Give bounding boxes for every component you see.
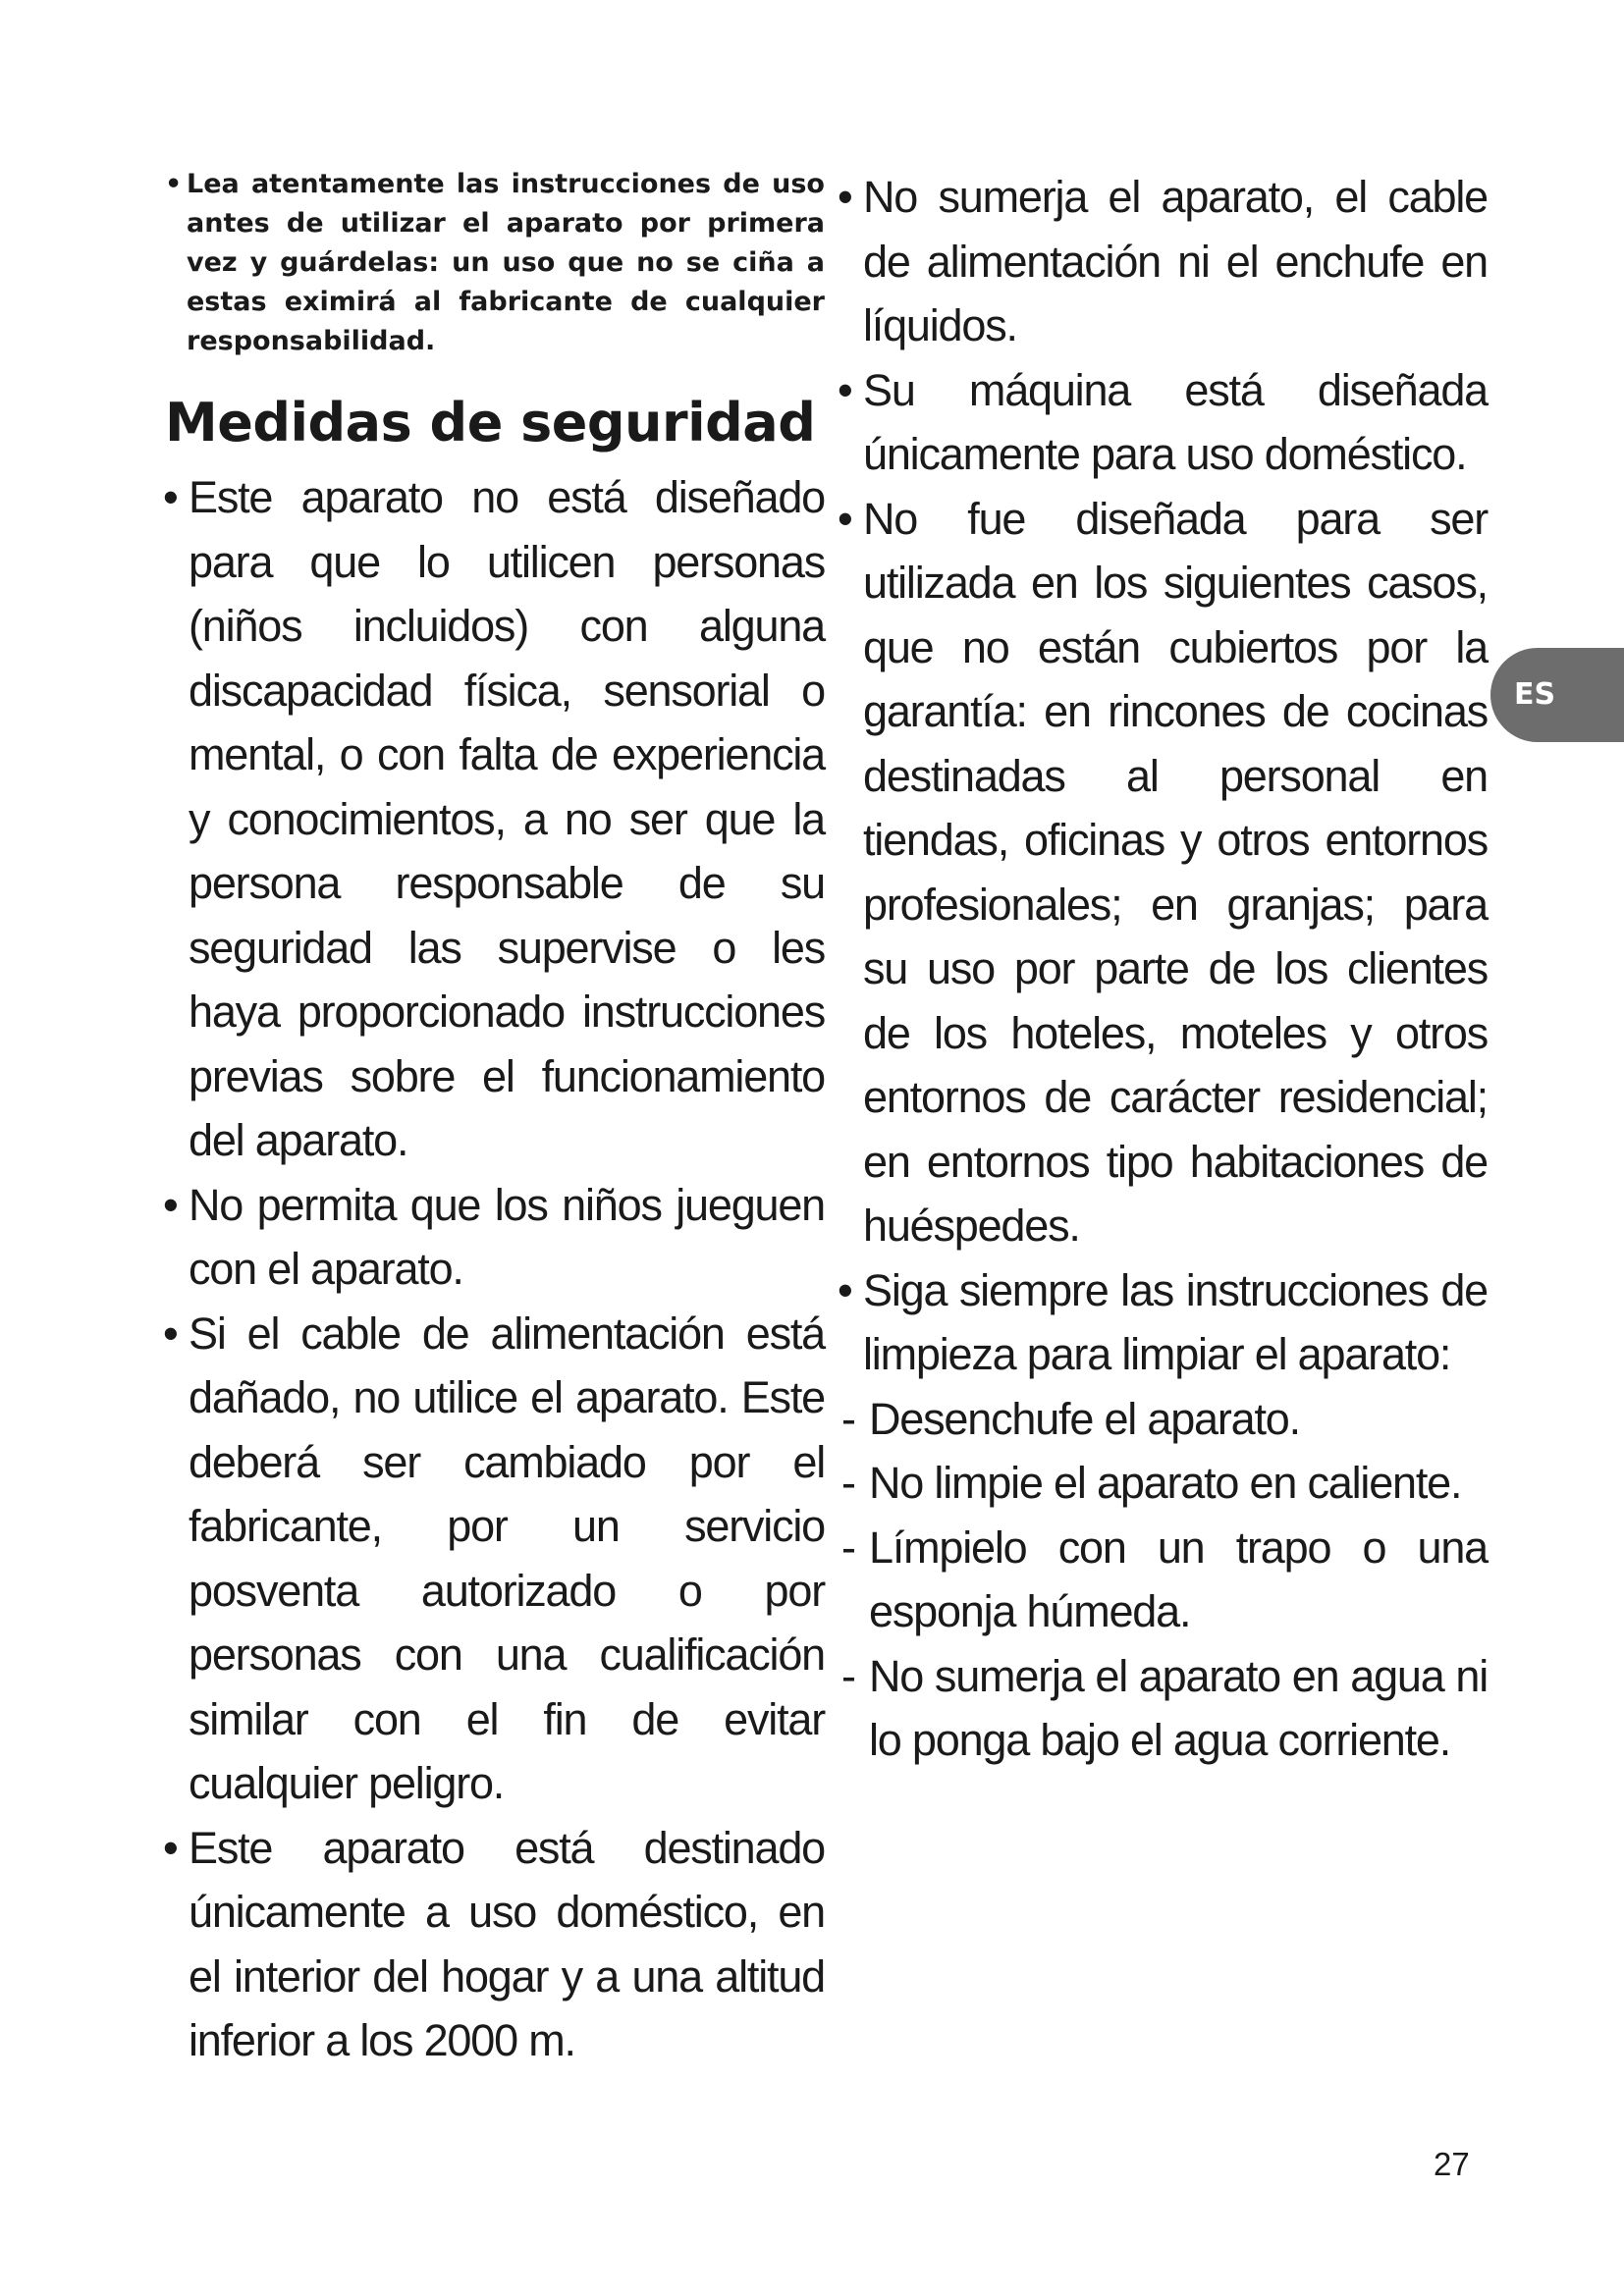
safety-item-damaged-cable: • Si el cable de alimentación está dañado, no utilice el aparato. Este deberá ser cambiado por el fabricante, por un servicio posventa autorizado o por personas con una cualificación similar con el fin de evitar cualquier peligro. — [165, 1302, 825, 1816]
safety-item-domestic-only: • Su máquina está diseñada únicamente para uso doméstico. — [839, 358, 1488, 487]
right-column — [839, 165, 1488, 1773]
safety-item-disability: • Este aparato no está diseñado para que lo utilicen personas (niños incluidos) con alguna discapacidad física, sensorial o mental, o con falta de experiencia y conocimientos, a no ser que la persona responsable de su seguridad las supervise o les haya proporcionado instrucciones previas sobre el funcionamiento del aparato. — [165, 465, 825, 1173]
cleaning-step-not-hot: - No limpie el aparato en caliente. — [839, 1451, 1488, 1516]
safety-item-children: • No permita que los niños jueguen con el aparato. — [165, 1173, 825, 1302]
page-number: 27 — [1434, 2146, 1470, 2182]
language-tab: ES — [1490, 648, 1624, 742]
safety-item-no-immersion: • No sumerja el aparato, el cable de alimentación ni el enchufe en líquidos. — [839, 165, 1488, 358]
cleaning-step-no-water: - No sumerja el aparato en agua ni lo ponga bajo el agua corriente. — [839, 1644, 1488, 1773]
safety-item-excluded-uses: • No fue diseñada para ser utilizada en los siguientes casos, que no están cubiertos por la garantía: en rincones de cocinas destinadas al personal en tiendas, oficinas y otros entornos profesionales; en granjas; para su uso por parte de los clientes de los hoteles, moteles y otros entornos de carácter residencial; en entornos tipo habitaciones de huéspedes. — [839, 487, 1488, 1258]
cleaning-step-damp-cloth: - Límpielo con un trapo o una esponja húmeda. — [839, 1516, 1488, 1644]
safety-item-cleaning: • Siga siempre las instrucciones de limpieza para limpiar el aparato: — [839, 1258, 1488, 1387]
left-column — [165, 165, 825, 2073]
safety-item-domestic-use: • Este aparato está destinado únicamente a uso doméstico, en el interior del hogar y a una altitud inferior a los 2000 m. — [165, 1816, 825, 2073]
section-heading: Medidas de seguridad — [165, 392, 816, 454]
intro-paragraph: • Lea atentamente las instrucciones de uso antes de utilizar el aparato por primera vez y guárdelas: un uso que no se ciña a estas eximirá al fabricante de cualquier responsabilidad. — [165, 165, 825, 361]
cleaning-step-unplug: - Desenchufe el aparato. — [839, 1387, 1488, 1452]
